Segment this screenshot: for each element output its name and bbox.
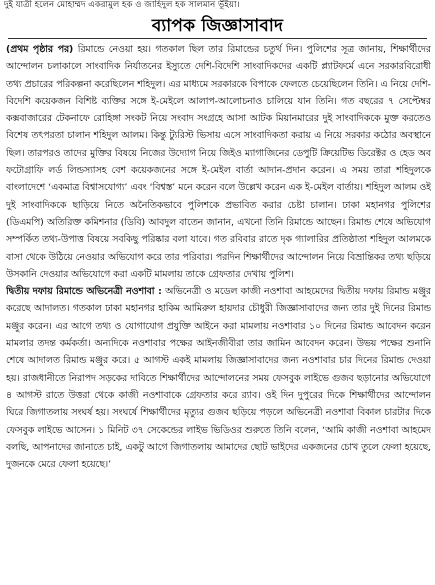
article-paragraph — [6, 283, 431, 473]
article-paragraph — [6, 41, 431, 283]
paragraph-text: রিমান্ডে নেওয়া হয়। গতকাল ছিল তার রিমান্ডের চতুর্থ দিন। পুলিশের সূত্র জানায়, শিক্ষার্থীদের আন্দোলন চলাকালে সাংবাদিক নির্যাতনের ইস্যুতে দেশি-বিদেশি সাংবাদিকদের একটি প্ল্যাটফর্মে এনে সরকারবিরোধী তথ্য প্রচারের পরিকল্পনা করেছিলেন শহিদুল। এর মাধ্যমে সরকারকে বিপাকে ফেলতে চেয়েছিলেন তিনি। এ নিয়ে দেশি-বিদেশি কয়েকজন বিশিষ্ট ব্যক্তির সঙ্গে ই-মেইলে আলাপ-আলোচনাও চালিয়ে যান তিনি। গত বছরের ৭ সেপ্টেম্বর কক্সবাজারের টেকনাফে রোহিঙ্গা সংকট নিয়ে সংবাদ সংগ্রহে আসা আটক মিয়ানমারের দুই সাংবাদিককে মুক্ত করতেও বিশেষ তৎপরতা চালান শহিদুল আলম। কিন্তু ট্যুরিস্ট ভিসায় এসে সাংবাদিকতা করায় এ নিয়ে সরকার কঠোর অবস্থানে ছিল। তারপরও তাদের মুক্তির বিষয়ে নিজের উদ্যোগ নিয়ে জিইও ম্যাগাজিনের ডেপুটি ক্রিয়েটিভ ডিরেক্টর ও হেড অব ফটোগ্রাফি লর্ড লিন্ডস্যাসহ বেশ কয়েকজনের সঙ্গে ই-মেইল বার্তা আদান-প্রদান করেন। এ সময় তারা শহিদুলকে বাংলাদেশে ‘একমাত্র বিশ্বাসযোগ্য’ এবং ‘বিশ্বস্ত’ মনে করেন বলে উল্লেখ করেন এক ই-মেইল বার্তায়। শহিদুল আলম ওই দুই সাংবাদিককে ছাড়িয়ে নিতে অনৈতিকভাবে পুলিশকে প্রভাবিত করার চেষ্টা চালান। ঢাকা মহানগর পুলিশের (ডিএমপি) অতিরিক্ত কমিশনার (ডিবি) আবদুল বাতেন জানান, এখনো তিনি রিমান্ডে আছেন। রিমান্ড শেষে অভিযোগ সম্পর্কিত তথ্য-উপাত্ত বিষয়ে সবকিছু পরিষ্কার বলা যাবে। গত রবিবার রাতে দৃক গ্যালারির প্রতিষ্ঠাতা শহিদুল আলমকে বাসা থেকে উঠিয়ে নেওয়ার অভিযোগ করে তার পরিবার। পরদিন শিক্ষার্থীদের আন্দোলন নিয়ে বিভ্রান্তিকর তথ্য ছড়িয়ে উসকানি দেওয়ার অভিযোগে করা একটি মামলায় তাকে গ্রেফতার দেখায় পুলিশ। — [6, 44, 431, 280]
article-body — [6, 41, 431, 583]
continued-from-front-page-marker: (প্রথম পৃষ্ঠার পর) — [6, 44, 74, 55]
section-subheading: দ্বিতীয় দফায় রিমান্ডে অভিনেত্রী নওশাবা : — [6, 286, 162, 298]
article-headline: ব্যাপক জিজ্ঞাসাবাদ — [151, 16, 284, 36]
previous-article-tail: দুই যাত্রী হলেন মোহাম্মদ একরামুল হক ও জাহিদুল হক সালমান ভূঁইয়া। — [4, 0, 240, 10]
paragraph-text: অভিনেত্রী ও মডেল কাজী নওশাবা আহমেদের দ্বিতীয় দফায় রিমান্ড মঞ্জুর করেছে আদালত। গতকাল ঢাকা মহানগর হাকিম আমিরুল হায়দার চৌধুরী জিজ্ঞাসাবাদের জন্য তার দুই দিনের রিমান্ড মঞ্জুর করেন। এর আগে তথ্য ও যোগাযোগ প্রযুক্তি আইনে করা মামলায় নওশাবার ১০ দিনের রিমান্ড আবেদন করেন মামলার তদন্ত কর্মকর্তা। অন্যদিকে নওশাবার পক্ষের আইনজীবীরা তার জামিন আবেদন করেন। উভয় পক্ষের শুনানি শেষে আদালত রিমান্ড মঞ্জুর করে। ৫ আগস্ট একই মামলায় জিজ্ঞাসাবাদের জন্য নওশাবার চার দিনের রিমান্ড দেওয়া হয়। রাজধানীতে নিরাপদ সড়কের দাবিতে শিক্ষার্থীদের আন্দোলনের সময় ফেসবুক লাইভে গুজব ছড়ানোর অভিযোগে ৪ আগস্ট রাতে উত্তরা থেকে কাজী নওশাবাকে গ্রেফতার করে র‌্যাব। ওই দিন দুপুরের দিকে শিক্ষার্থীদের আন্দোলন ঘিরে জিগাতলায় সংঘর্ষ হয়। সংঘর্ষে শিক্ষার্থীদের মৃত্যুর গুজব ছড়িয়ে পড়লে অভিনেত্রী নওশাবা বিকাল চারটার দিকে ফেসবুক লাইভে আসেন। ১ মিনিট ৩৭ সেকেন্ডের লাইভ ভিডিওর শুরুতে তিনি বলেন, ‘আমি কাজী নওশাবা আহমেদ বলছি, আপনাদের জানাতে চাই, একটু আগে জিগাতলায় আমাদের ছোট ভাইদের একজনের চোখ তুলে ফেলা হয়েছে, দুজনকে মেরে ফেলা হয়েছে।’ — [6, 286, 431, 471]
headline-divider — [8, 38, 427, 39]
